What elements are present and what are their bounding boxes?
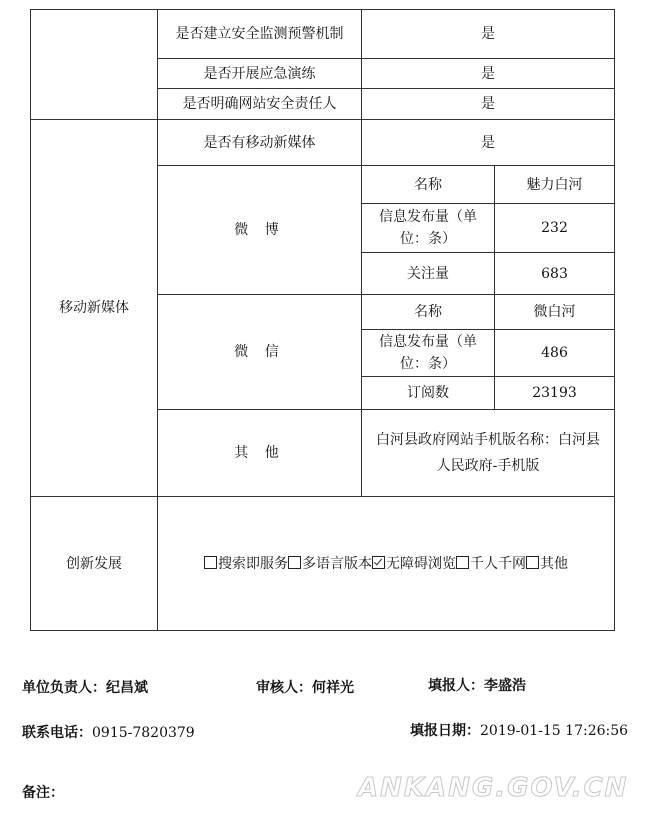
reviewer: 审核人：何祥光 (256, 680, 354, 696)
drill-question: 是否开展应急演练 (158, 59, 362, 89)
checkbox-icon[interactable] (456, 556, 469, 569)
option-personalized[interactable]: 千人千网 (456, 556, 526, 572)
innovation-label: 创新发展 (31, 497, 158, 631)
wechat-subs-label: 订阅数 (362, 377, 495, 410)
wechat-name-label: 名称 (362, 295, 495, 330)
weibo-posts-label: 信息发布量（单位：条） (362, 204, 495, 253)
wechat-subs: 23193 (495, 377, 615, 410)
other-value: 白河县政府网站手机版名称：白河县人民政府-手机版 (362, 410, 615, 497)
fill-date: 填报日期：2019-01-15 17:26:56 (410, 723, 629, 739)
weibo-name-label: 名称 (362, 166, 495, 204)
watermark: ANKANG.GOV.CN (358, 773, 629, 803)
weibo-name: 魅力白河 (495, 166, 615, 204)
unit-head: 单位负责人：纪昌斌 (22, 680, 148, 696)
remarks: 备注： (22, 785, 64, 801)
wechat-posts: 486 (495, 330, 615, 377)
option-multilingual[interactable]: 多语言版本 (288, 556, 372, 572)
checkbox-icon[interactable] (288, 556, 301, 569)
monitoring-answer: 是 (362, 10, 615, 59)
report-table (30, 9, 615, 631)
responsible-question: 是否明确网站安全责任人 (158, 89, 362, 120)
checkbox-icon[interactable] (204, 556, 217, 569)
option-other[interactable]: 其他 (526, 556, 568, 572)
weibo-posts: 232 (495, 204, 615, 253)
weibo-followers-label: 关注量 (362, 253, 495, 295)
weibo-followers: 683 (495, 253, 615, 295)
filler: 填报人：李盛浩 (428, 678, 526, 694)
security-section-cell (31, 10, 158, 120)
option-accessible-browsing[interactable]: 无障碍浏览 (372, 556, 456, 572)
checkbox-icon[interactable] (526, 556, 539, 569)
checkbox-checked-icon[interactable] (372, 556, 385, 569)
responsible-answer: 是 (362, 89, 615, 120)
contact-phone: 联系电话：0915-7820379 (22, 725, 195, 741)
monitoring-question: 是否建立安全监测预警机制 (158, 10, 362, 59)
innovation-options (158, 497, 615, 631)
option-search-as-service[interactable]: 搜索即服务 (204, 556, 288, 572)
has-media-question: 是否有移动新媒体 (158, 120, 362, 166)
has-media-answer: 是 (362, 120, 615, 166)
wechat-label: 微 信 (158, 295, 362, 410)
mobile-media-label: 移动新媒体 (31, 120, 158, 497)
other-label: 其 他 (158, 410, 362, 497)
weibo-label: 微 博 (158, 166, 362, 295)
drill-answer: 是 (362, 59, 615, 89)
wechat-posts-label: 信息发布量（单位：条） (362, 330, 495, 377)
wechat-name: 微白河 (495, 295, 615, 330)
